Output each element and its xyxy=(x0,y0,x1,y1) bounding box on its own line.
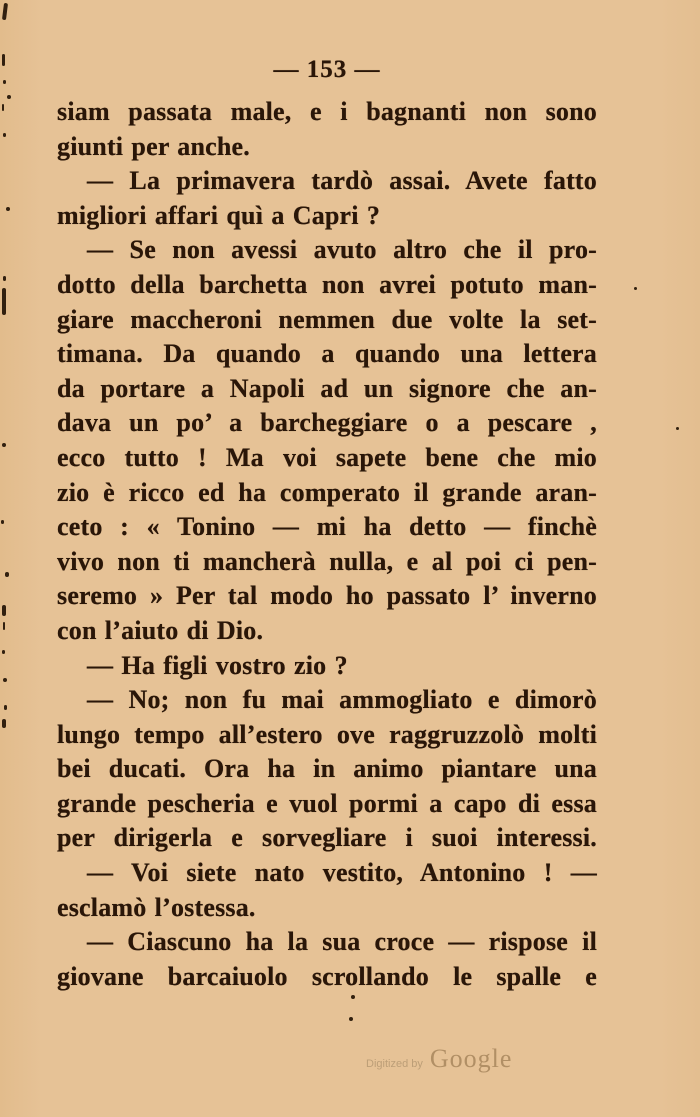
text-line: giare maccheroni nemmen due volte la set- xyxy=(57,304,597,334)
ink-speck xyxy=(2,3,8,20)
text-line: timana. Da quando a quando una lettera xyxy=(57,339,597,369)
text-line: — Se non avessi avuto altro che il pro- xyxy=(87,235,597,265)
ink-speck xyxy=(6,207,10,211)
text-line: vivo non ti mancherà nulla, e al poi ci pen- xyxy=(57,546,597,576)
text-line: — No; non fu mai ammogliato e dimorò xyxy=(87,685,597,715)
ink-speck xyxy=(3,80,6,84)
ink-speck xyxy=(2,54,5,66)
ink-speck xyxy=(2,104,4,111)
ink-speck xyxy=(2,605,6,616)
text-line: migliori affari quì a Capri ? xyxy=(57,200,381,230)
text-line: — Ha figli vostro zio ? xyxy=(87,650,348,680)
ink-speck xyxy=(634,287,637,290)
text-line: da portare a Napoli ad un signore che an- xyxy=(57,373,597,403)
ink-speck xyxy=(3,276,6,281)
text-line: esclamò l’ostessa. xyxy=(57,892,256,922)
ink-speck xyxy=(4,705,7,710)
ink-speck xyxy=(3,678,7,682)
text-line: giunti per anche. xyxy=(57,131,250,161)
ink-speck xyxy=(1,520,4,524)
ink-speck xyxy=(2,443,6,447)
watermark xyxy=(366,1044,512,1074)
ink-speck xyxy=(2,288,6,315)
page-text xyxy=(57,95,597,994)
text-line: dotto della barchetta non avrei potuto man- xyxy=(57,269,597,299)
ink-speck xyxy=(3,133,6,137)
text-line: grande pescheria e vuol pormi a capo di essa xyxy=(57,788,597,818)
text-line: giovane barcaiuolo scrollando le spalle e xyxy=(57,961,597,991)
page-number: — 153 — xyxy=(273,56,381,83)
text-line: con l’aiuto di Dio. xyxy=(57,615,264,645)
text-line: lungo tempo all’estero ove raggruzzolò molti xyxy=(57,719,597,749)
text-line: ecco tutto ! Ma voi sapete bene che mio xyxy=(57,442,597,472)
text-line: — Voi siete nato vestito, Antonino ! — xyxy=(87,858,597,888)
watermark-prefix: Digitized by xyxy=(366,1058,423,1070)
text-line: — Ciascuno ha la sua croce — rispose il xyxy=(87,927,597,957)
text-line: siam passata male, e i bagnanti non sono xyxy=(57,97,597,126)
ink-speck xyxy=(3,622,5,630)
google-logo: Google xyxy=(429,1044,513,1073)
text-line: — La primavera tardò assai. Avete fatto xyxy=(87,166,597,196)
text-line: dava un po’ a barcheggiare o a pescare , xyxy=(57,408,597,438)
ink-speck xyxy=(676,427,679,430)
text-line: seremo » Per tal modo ho passato l’ inverno xyxy=(57,581,597,611)
text-line: bei ducati. Ora ha in animo piantare una xyxy=(57,754,597,784)
text-line: zio è ricco ed ha comperato il grande aran- xyxy=(57,477,597,507)
ink-speck xyxy=(5,572,9,577)
ink-speck xyxy=(7,95,11,99)
text-line: ceto : « Tonino — mi ha detto — finchè xyxy=(57,512,597,542)
ink-speck xyxy=(351,995,355,999)
ink-speck xyxy=(349,1017,353,1021)
ink-speck xyxy=(2,650,5,654)
text-line: per dirigerla e sorvegliare i suoi interessi. xyxy=(57,823,597,853)
ink-speck xyxy=(2,719,6,728)
